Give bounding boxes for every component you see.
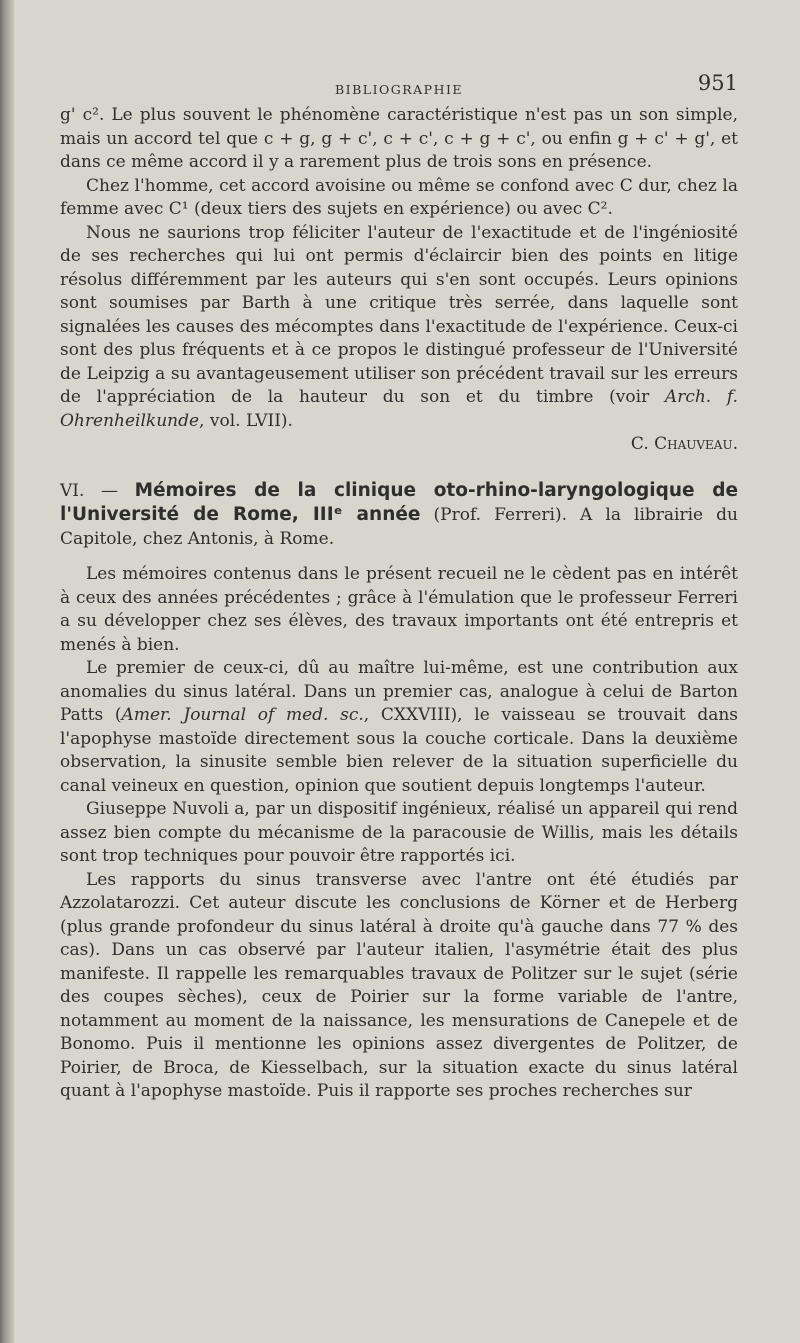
review1-p3-end: , vol. LVII). [199,410,293,431]
review1-paragraph-2: Chez l'homme, cet accord avoisine ou même se confond avec C dur, chez la femme avec C¹ (deux tiers des sujets en expérience) ou avec C². [60,175,738,219]
review1-citation: Arch. f. Ohrenheilkunde [60,387,738,431]
review1-author [60,433,738,457]
review2-paragraph-1: Les mémoires contenus dans le présent recueil ne le cèdent pas en intérêt à ceux des années précédentes ; grâce à l'émulation que le professeur Ferreri a su développer chez ses élèves, des travaux importants ont été entrepris et menés à bien. [60,564,738,655]
review1-paragraph-3 [60,222,738,434]
review2-number: VI. — [60,480,118,501]
page-number: 951 [697,71,738,95]
review1-p3-text: Nous ne saurions trop féliciter l'auteur de l'exactitude et de l'ingéniosité de ses recherches qui lui ont permis d'éclaircir bien des points en litige résolus différemment par les auteurs qui s'en sont occupés. Leurs opinions sont soumises par Barth à une critique très serrée, dans laquelle sont signalées les causes des mécomptes dans l'exactitude de l'expérience. Ceux-ci sont des plus fréquents et à ce propos le distingué professeur de l'Université de Leipzig a su avantageusement utiliser son précédent travail sur les erreurs de l'appréciation de la hauteur du son et du timbre (voir [60,222,738,407]
review2-p2-text-b: , CXXVIII), le vaisseau se trouvait dans l'apophyse mastoïde directement sous la couche corticale. Dans la deuxième observation, la sinusite semble bien relever de la situation superficielle du canal veineux en question, opinion que soutient depuis longtemps l'auteur. [60,705,739,796]
review2-meta: (Prof. Ferreri). A la librairie du Capitole, chez Antonis, à Rome. [60,505,739,549]
running-header [60,72,738,104]
review2-paragraph-4: Les rapports du sinus transverse avec l'antre ont été étudiés par Azzolatarozzi. Cet auteur discute les conclusions de Körner et de Herberg (plus grande profondeur du sinus latéral à droite qu'à gauche dans 77 % des cas). Dans un cas observé par l'auteur italien, l'asymétrie était des plus manifeste. Il rappelle les remarquables travaux de Politzer sur le sujet (série des coupes sèches), ceux de Poirier sur la forme variable de l'antre, notamment au moment de la naissance, les mensurations de Canepele et de Bonomo. Puis il mentionne les opinions assez divergentes de Politzer, de Poirier, de Broca, de Kiesselbach, sur la situation exacte du sinus latéral quant à l'apophyse mastoïde. Puis il rapporte ses proches recherches sur [60,869,738,1101]
review1-paragraph-1: g' c². Le plus souvent le phénomène caractéristique n'est pas un son simple, mais un accord tel que c + g, g + c', c + c', c + g + c', ou enfin g + c' + g', et dans ce même accord il y a rarement plus de trois sons en présence. [60,105,738,172]
review2-p2-text-a: Le premier de ceux-ci, dû au maître lui-même, est une contribution aux anomalies du sinus latéral. Dans un premier cas, analogue à celui de Barton Patts ( [60,658,738,725]
review2-heading [60,479,738,552]
running-title: BIBLIOGRAPHIE [334,82,464,97]
review2-title: Mémoires de la clinique oto-rhino-laryngologique de l'Université de Rome, IIIᵉ année [60,479,738,525]
review2-paragraph-2 [60,657,738,798]
review1-author-name: C. Chauveau. [630,434,738,454]
book-gutter-edge [0,0,14,1343]
review2-citation: Amer. Journal of med. sc. [121,705,364,725]
book-page [60,72,738,1104]
review2-paragraph-3: Giuseppe Nuvoli a, par un dispositif ingénieux, réalisé un appareil qui rend assez bien compte du mécanisme de la paracousie de Willis, mais les détails sont trop techniques pour pouvoir être rapportés ici. [60,799,738,866]
